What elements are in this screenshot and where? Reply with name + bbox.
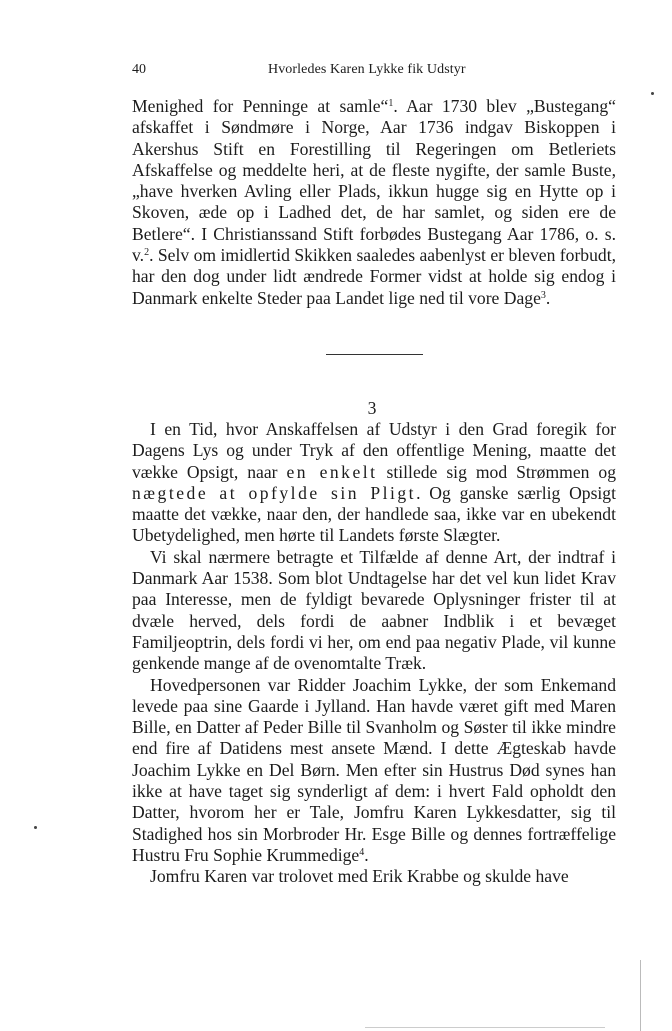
running-head: Hvorledes Karen Lykke fik Udstyr <box>268 62 466 77</box>
text-run: . Aar 1730 blev „Bustegang“ afskaffet i Søndmøre i Norge, Aar 1736 indgav Biskoppen i Akershus Stift en Forestilling til Regeringen om Betleriets Afskaffelse og meddelte heri, at de fleste nygifte, der samle Buste, „have hverken Avling eller Plads, ikkun hugge sig en Hytte op i Skoven, æde op i Ladhed det, de har samlet, og siden ere de Betlere“. I Christianssand Stift forbødes Bustegang Aar 1786, o. s. v. <box>132 96 616 266</box>
footnote-marker: 4 <box>359 846 365 858</box>
footnote-marker: 2 <box>144 247 150 259</box>
spaced-emphasis: nægtede at opfylde sin Pligt <box>132 482 417 503</box>
text-block-top <box>132 96 616 309</box>
paragraph <box>132 675 616 867</box>
footnote-marker: 1 <box>388 98 394 109</box>
paragraph: Jomfru Karen var trolovet med Erik Krabbe og skulde have <box>150 866 569 887</box>
margin-speck <box>34 826 37 829</box>
paragraph <box>132 96 616 309</box>
scan-edge-line <box>640 960 641 1031</box>
text-run: Menighed for Penninge at samle“ <box>132 96 389 116</box>
section-divider <box>326 354 423 355</box>
page-number: 40 <box>132 62 146 77</box>
section-number: 3 <box>367 398 377 418</box>
text-run: . Og ganske særlig Opsigt maatte det vække, naar den, der handlede saa, ikke var en ubekendt Ubetydelighed, men hørte til Landets første Slægter. <box>132 482 616 546</box>
scan-edge-line <box>365 1027 605 1028</box>
text-run: Hovedpersonen var Ridder Joachim Lykke, der som Enkemand levede paa sine Gaarde i Jylland. Han havde været gift med Maren Bille, en Datter af Peder Bille til Svanholm og Søster til ikke mindre end fire af Datidens mest ansete Mænd. I dette Ægteskab havde Joachim Lykke en Del Børn. Men efter sin Hustrus Død synes han ikke at have taget sig synderligt af dem: i hvert Fald opholdt den Datter, hvorom her er Tale, Jomfru Karen Lykkesdatter, sig til Stadighed hos sin Morbroder Hr. Esge Bille og dennes fortræffelige Hustru Fru Sophie Krummedige <box>132 674 616 865</box>
text-run: . <box>364 844 369 865</box>
paragraph <box>132 419 616 547</box>
paragraph: Vi skal nærmere betragte et Tilfælde af denne Art, der indtraf i Danmark Aar 1538. Som blot Undtagelse har det vel kun lidet Krav paa Interesse, men de fyldigt bevarede Oplysninger frister til at dvæle herved, dels fordi de aabner Indblik i et bevæget Familjeoptrin, dels fordi vi her, om end paa negativ Plade, vil kunne genkende mange af de ovenomtalte Træk. <box>132 546 616 674</box>
margin-speck <box>651 92 654 95</box>
text-run: I en Tid, hvor Anskaffelsen af Udstyr i den Grad foregik for Dagens Lys og under Tryk af den offentlige Mening, maatte det vække Opsigt, naar <box>132 419 616 482</box>
text-run: . Selv om imidlertid Skikken saaledes aabenlyst er bleven forbudt, har den dog under lidt ændrede Former vidst at holde sig endog i Danmark enkelte Steder paa Landet lige ned til vore Dage <box>132 245 616 308</box>
text-run: stillede sig mod Strømmen og <box>377 461 616 482</box>
footnote-marker: 3 <box>540 289 546 301</box>
spaced-emphasis: en enkelt <box>286 461 378 482</box>
text-run: . <box>545 287 551 308</box>
text-block-main <box>132 419 616 888</box>
